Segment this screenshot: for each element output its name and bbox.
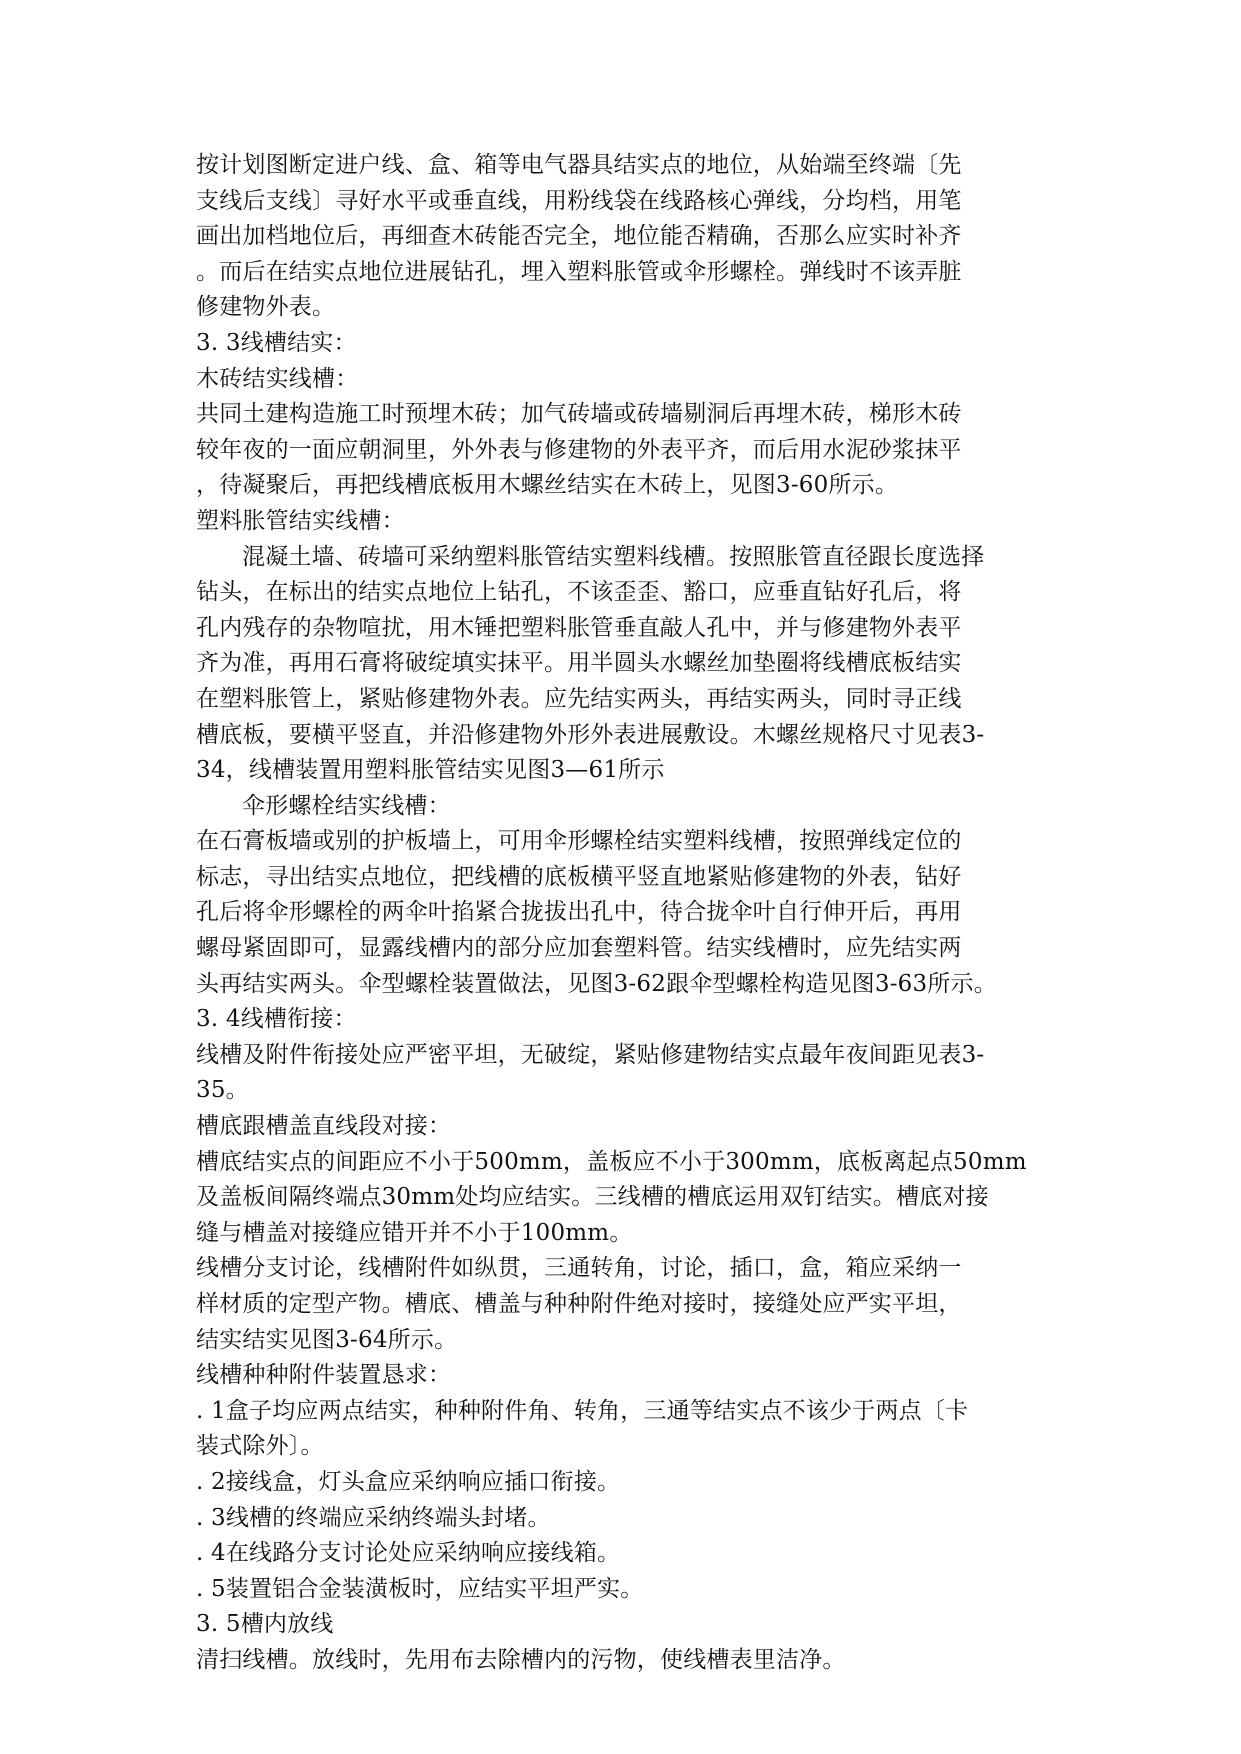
text-line: 。而后在结实点地位进展钻孔，埋入塑料胀管或伞形螺栓。弹线时不该弄脏 — [196, 258, 962, 285]
subsection-heading: 塑料胀管结实线槽： — [196, 507, 405, 534]
text-line: 修建物外表。 — [196, 294, 336, 321]
text-line: 标志，寻出结实点地位，把线槽的底板横平竖直地紧贴修建物的外表，钻好 — [196, 863, 962, 890]
text-line: 齐为准，再用石膏将破绽填实抹平。用半圆头水螺丝加垫圈将线槽底板结实 — [196, 650, 962, 677]
text-line: 35。 — [196, 1077, 249, 1104]
text-line: 混凝土墙、砖墙可采纳塑料胀管结实塑料线槽。按照胀管直径跟长度选择 — [242, 543, 985, 570]
text-line: 支线后支线〕寻好水平或垂直线，用粉线袋在线路核心弹线，分均档，用笔 — [196, 187, 962, 214]
text-line: 螺母紧固即可，显露线槽内的部分应加套塑料管。结实线槽时，应先结实两 — [196, 935, 962, 962]
subsection-heading: 槽底跟槽盖直线段对接： — [196, 1113, 452, 1140]
text-line: ，待凝聚后，再把线槽底板用木螺丝结实在木砖上，见图3-60所示。 — [196, 472, 899, 499]
text-line: 按计划图断定进户线、盒、箱等电气器具结实点的地位，从始端至终端〔先 — [196, 152, 962, 178]
text-line: 较年夜的一面应朝洞里，外外表与修建物的外表平齐，而后用水泥砂浆抹平 — [196, 436, 962, 463]
text-line: 孔内残存的杂物喧扰，用木锤把塑料胀管垂直敲人孔中，并与修建物外表平 — [196, 614, 962, 641]
text-line: 在石膏板墙或别的护板墙上，可用伞形螺栓结实塑料线槽，按照弹线定位的 — [196, 828, 962, 855]
text-line: 装式除外〕。 — [196, 1433, 324, 1460]
text-line: 槽底板，要横平竖直，并沿修建物外形外表进展敷设。木螺丝规格尺寸见表3- — [196, 721, 985, 748]
subsection-heading: 伞形螺栓结实线槽： — [242, 792, 451, 819]
text-line: 样材质的定型产物。槽底、槽盖与种种附件绝对接时，接缝处应严实平坦， — [196, 1291, 962, 1317]
text-line: 孔后将伞形螺栓的两伞叶掐紧合拢拔出孔中，待合拢伞叶自行伸开后，再用 — [196, 899, 962, 926]
text-line: 缝与槽盖对接缝应错开并不小于100mm。 — [196, 1219, 633, 1246]
section-heading: 3. 4线槽衔接： — [196, 1006, 357, 1033]
subsection-heading: 线槽种种附件装置恳求： — [196, 1362, 452, 1389]
text-line: 及盖板间隔终端点30mm处均应结实。三线槽的槽底运用双钉结实。槽底对接 — [196, 1184, 989, 1211]
text-line: 结实结实见图3-64所示。 — [196, 1326, 458, 1353]
list-item: . 4在线路分支讨论处应采纳响应接线箱。 — [196, 1540, 621, 1567]
list-item: . 2接线盒，灯头盒应采纳响应插口衔接。 — [196, 1468, 621, 1495]
text-line: 槽底结实点的间距应不小于500mm，盖板应不小于300mm，底板离起点50mm — [196, 1148, 1027, 1175]
text-line: 线槽及附件衔接处应严密平坦，无破绽，紧贴修建物结实点最年夜间距见表3- — [196, 1041, 985, 1068]
text-line: 34，线槽装置用塑料胀管结实见图3—61所示 — [196, 757, 665, 784]
text-line: 线槽分支讨论，线槽附件如纵贯，三通转角，讨论，插口，盒，箱应采纳一 — [196, 1255, 962, 1282]
subsection-heading: 木砖结实线槽： — [196, 365, 359, 392]
section-heading: 3. 3线槽结实： — [196, 329, 357, 356]
text-line: 在塑料胀管上，紧贴修建物外表。应先结实两头，再结实两头，同时寻正线 — [196, 685, 962, 712]
text-line: 钻头，在标出的结实点地位上钻孔，不该歪歪、豁口，应垂直钻好孔后，将 — [196, 579, 962, 606]
text-line: 共同土建构造施工时预埋木砖；加气砖墙或砖墙剔洞后再埋木砖，梯形木砖 — [196, 401, 962, 428]
list-item: . 1盒子均应两点结实，种种附件角、转角，三通等结实点不该少于两点〔卡 — [196, 1397, 969, 1424]
text-line: 头再结实两头。伞型螺栓装置做法，见图3-62跟伞型螺栓构造见图3-63所示。 — [196, 970, 997, 997]
text-line: 画出加档地位后，再细查木砖能否完全，地位能否精确，否那么应实时补齐 — [196, 223, 962, 250]
list-item: . 3线槽的终端应采纳终端头封堵。 — [196, 1504, 551, 1531]
text-line: 清扫线槽。放线时，先用布去除槽内的污物，使线槽表里洁净。 — [196, 1646, 846, 1673]
section-heading: 3. 5槽内放线 — [196, 1611, 334, 1638]
list-item: . 5装置铝合金装潢板时，应结实平坦严实。 — [196, 1575, 644, 1602]
document-body — [196, 148, 1056, 1679]
